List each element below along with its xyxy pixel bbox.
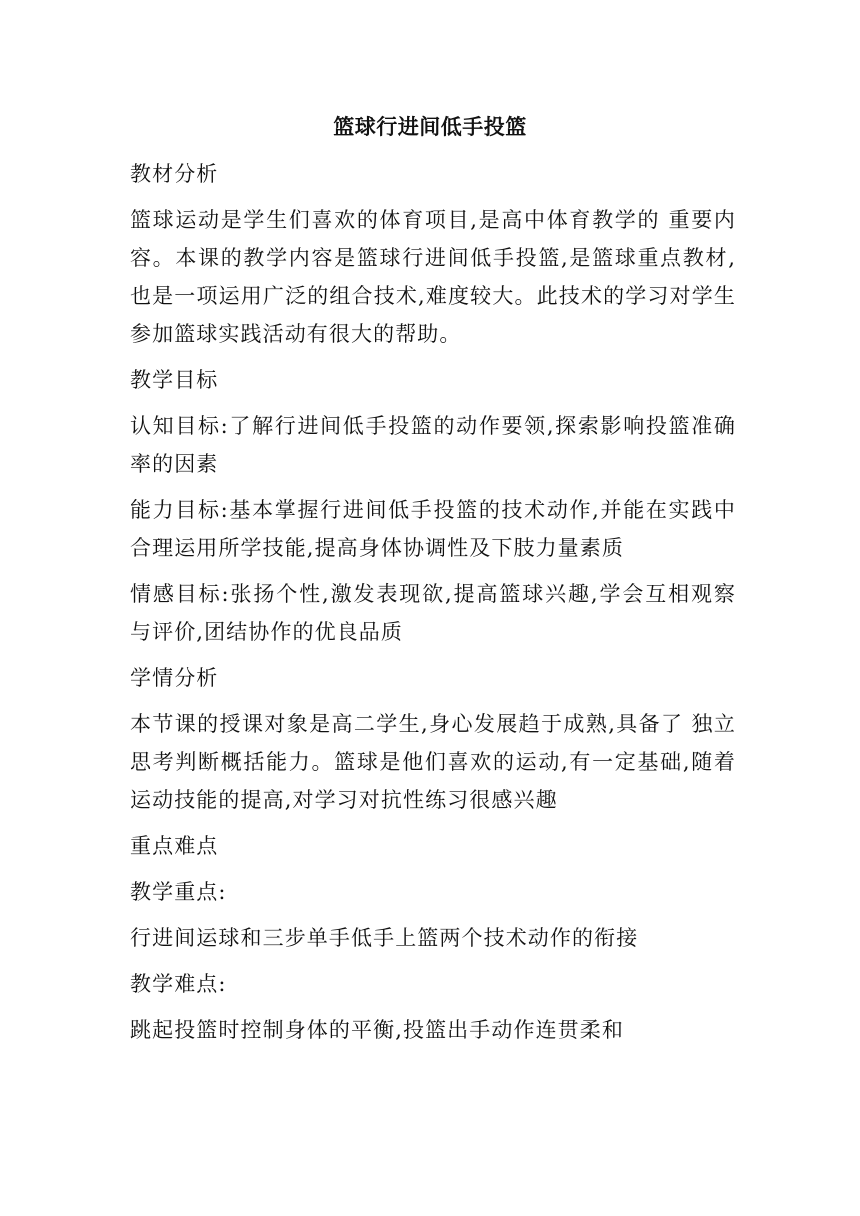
section-heading-key-difficulties: 重点难点 (130, 834, 219, 858)
paragraph-textbook-analysis: 篮球运动是学生们喜欢的体育项目,是高中体育教学的 重要内容。本课的教学内容是篮球行进间低手投篮,是篮球重点教材,也是一项运用广泛的组合技术,难度较大。此技术的学习对学生参加篮球实践活动有很大的帮助。 (130, 208, 736, 346)
paragraph-emotional-goal: 情感目标:张扬个性,激发表现欲,提高篮球兴趣,学会互相观察与评价,团结协作的优良品质 (130, 582, 736, 644)
paragraph-teaching-focus: 行进间运球和三步单手低手上篮两个技术动作的衔接 (130, 926, 639, 950)
paragraph-cognitive-goal: 认知目标:了解行进间低手投篮的动作要领,探索影响投篮准确率的因素 (130, 414, 736, 476)
subheading-teaching-focus: 教学重点: (130, 880, 227, 904)
subheading-teaching-difficulty: 教学难点: (130, 972, 227, 996)
document-title: 篮球行进间低手投篮 (333, 115, 527, 139)
section-heading-teaching-goals: 教学目标 (130, 368, 219, 392)
section-heading-student-analysis: 学情分析 (130, 666, 219, 690)
paragraph-ability-goal: 能力目标:基本掌握行进间低手投篮的技术动作,并能在实践中合理运用所学技能,提高身体协调性及下肢力量素质 (130, 498, 736, 560)
document-body (130, 155, 736, 1057)
paragraph-teaching-difficulty: 跳起投篮时控制身体的平衡,投篮出手动作连贯柔和 (130, 1018, 624, 1042)
paragraph-student-analysis: 本节课的授课对象是高二学生,身心发展趋于成熟,具备了 独立思考判断概括能力。篮球是他们喜欢的运动,有一定基础,随着运动技能的提高,对学习对抗性练习很感兴趣 (130, 712, 736, 812)
section-heading-textbook-analysis: 教材分析 (130, 162, 219, 186)
